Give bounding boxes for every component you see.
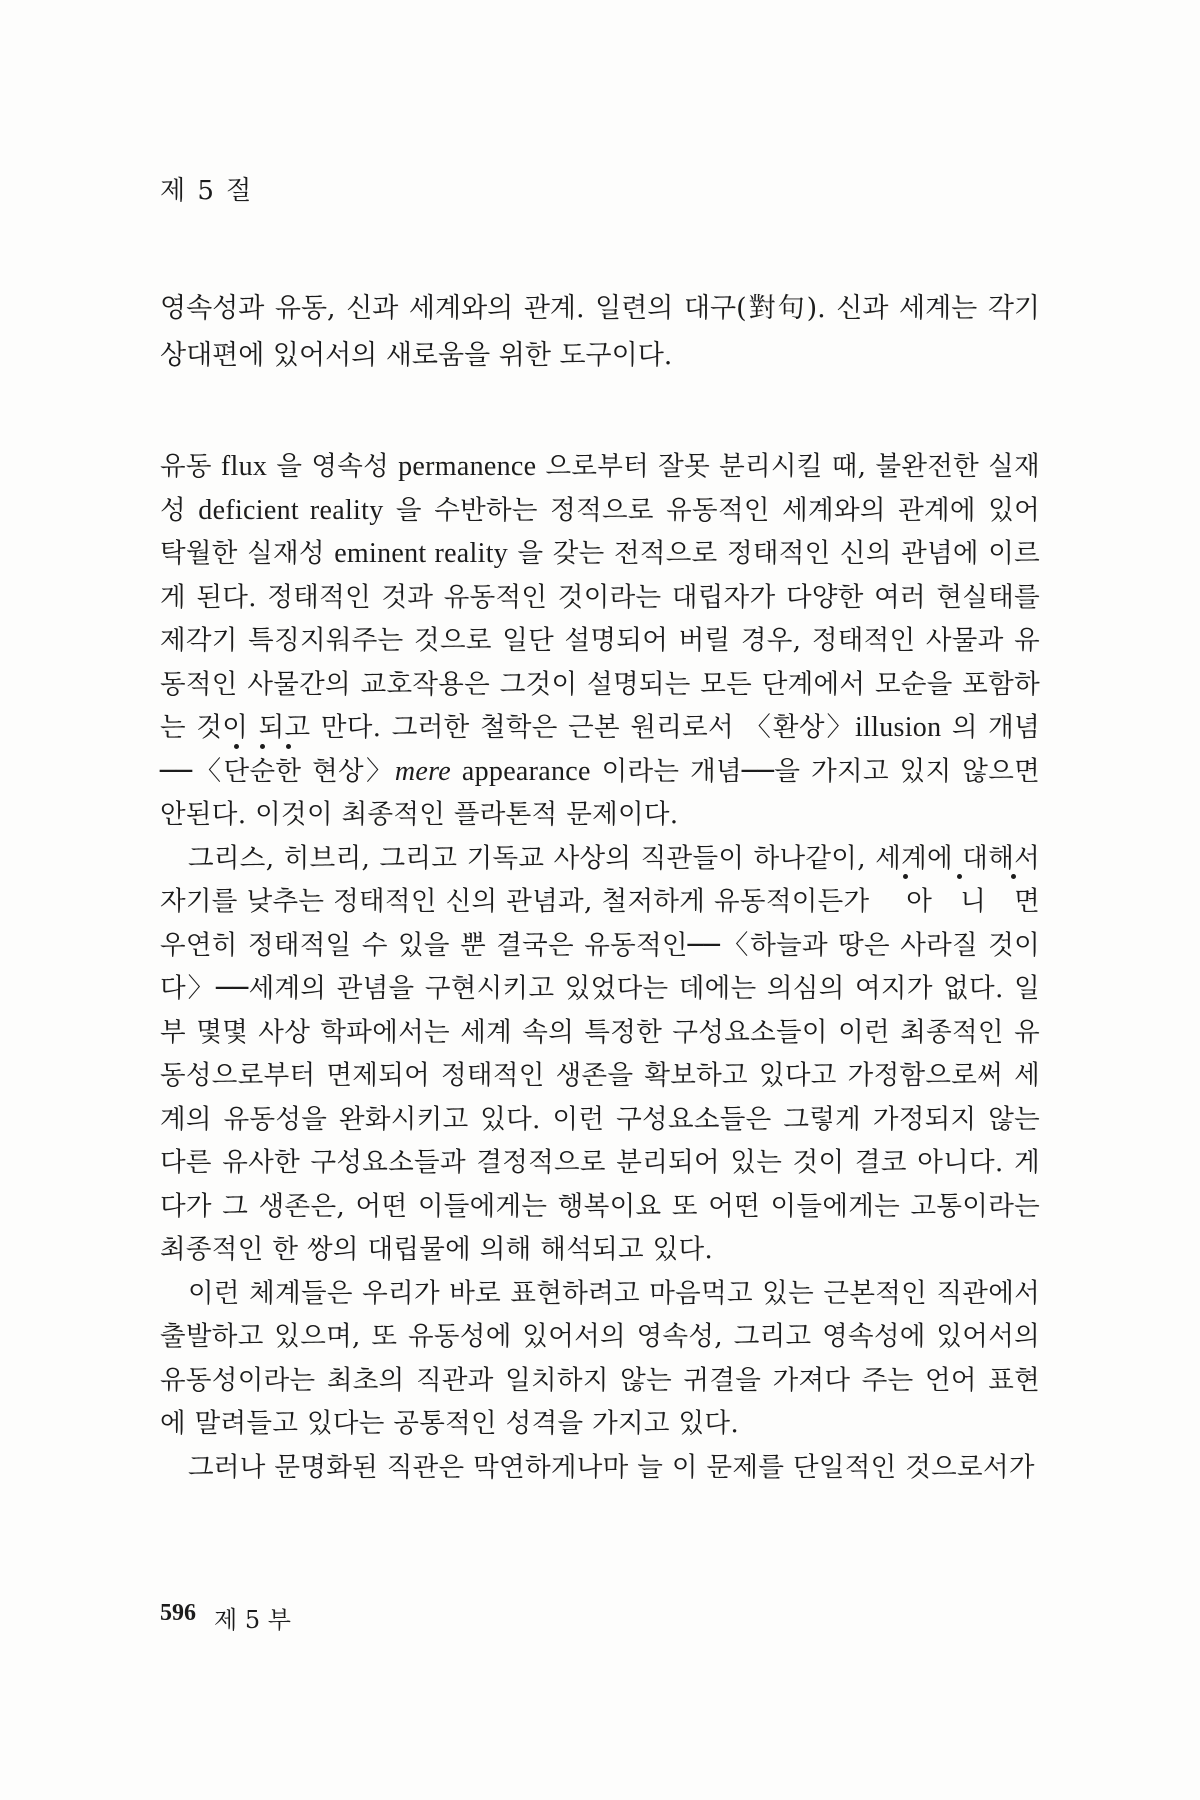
term-eminent-reality: eminent reality <box>334 538 509 569</box>
page-footer <box>160 1600 291 1635</box>
term-mere: mere <box>394 755 452 787</box>
emphasis-char: 단 <box>224 750 250 794</box>
part-label: 제 5 부 <box>214 1606 291 1634</box>
p1-text-b: 을 영속성 <box>267 451 399 482</box>
page-number: 596 <box>160 1600 196 1626</box>
paragraph-4: 그러나 문명화된 직관은 막연하게나마 늘 이 문제를 단일적인 것으로서가 <box>188 1451 1035 1483</box>
emphasis-char: 면 <box>986 880 1040 924</box>
summary-text: 영속성과 유동, 신과 세계와의 관계. 일련의 대구(對句). 신과 세계는 각기 상대편에 있어서의 새로움을 위한 도구이다. <box>160 293 1040 371</box>
term-flux: flux <box>220 451 268 482</box>
p1-text-g: 현상〉 <box>301 755 395 787</box>
paragraph-3: 이런 체계들은 우리가 바로 표현하려고 마음먹고 있는 근본적인 직관에서 출발하고 있으며, 또 유동성에 있어서의 영속성, 그리고 영속성에 있어서의 유동성이라는 최초의 직관과 일치하지 않는 귀결을 가져다 주는 언어 표현에 말려들고 있다는 공통적인 성격을 가지고 있다. <box>160 1277 1040 1439</box>
p1-text-c: 으로부터 잘못 분리시킬 때, 불완전한 실재성 <box>160 451 1040 526</box>
term-appearance: appearance <box>461 755 591 787</box>
term-deficient-reality: deficient reality <box>198 494 384 526</box>
paragraph-2 <box>160 837 1040 1272</box>
p1-text-i: 이라는 개념──을 가지고 있지 않으면 안된다. 이것이 최종적인 플라톤적 문제이다. <box>160 755 1041 830</box>
p1-text-e: 을 갖는 전적으로 정태적인 신의 관념에 이르게 된다. 정태적인 것과 유동적인 것이라는 대립자가 다양한 여러 현실태를 제각기 특징지워주는 것으로 일단 설명되어 버릴 경우, 정태적인 사물과 유동적인 사물간의 교호작용은 그것이 설명되는 모든 단계에서 모순을 포함하는 것이 되고 만다. 그러한 철학은 근본 원리로서 〈환상〉 <box>160 538 1041 743</box>
emphasis-char: 한 <box>275 750 301 794</box>
chapter-heading: 제 5 절 <box>160 176 254 206</box>
body-text <box>160 445 1040 1489</box>
p2-text-b: 우연히 정태적일 수 있을 뿐 결국은 유동적인──〈하늘과 땅은 사라질 것이다〉──세계의 관념을 구현시키고 있었다는 데에는 의심의 여지가 없다. 일부 몇몇 사상 학파에서는 세계 속의 특정한 구성요소들이 이런 최종적인 유동성으로부터 면제되어 정태적인 생존을 확보하고 있다고 가정함으로써 세계의 유동성을 완화시키고 있다. 이런 구성요소들은 그렇게 가정되지 않는 다른 유사한 구성요소들과 결정적으로 분리되어 있는 것이 결코 아니다. 게다가 그 생존은, 어떤 이들에게는 행복이요 또 어떤 이들에게는 고통이라는 최종적인 한 쌍의 대립물에 의해 해석되고 있다. <box>160 929 1040 1265</box>
emphasis-char: 아 <box>878 880 932 924</box>
p1-text-a: 유동 <box>160 451 221 482</box>
term-illusion: illusion <box>854 712 942 743</box>
term-permanence: permanence <box>398 451 537 482</box>
p2-text-a: 그리스, 히브리, 그리고 기독교 사상의 직관들이 하나같이, 세계에 대해서 자기를 낮추는 정태적인 신의 관념과, 철저하게 유동적이든가 <box>160 842 1040 917</box>
emphasis-char: 니 <box>932 880 986 924</box>
p1-text-f: 의 개념──〈 <box>160 712 1040 787</box>
p1-text-d: 을 수반하는 정적으로 유동적인 세계와의 관계에 있어 탁월한 실재성 <box>160 494 1041 569</box>
section-summary <box>160 285 1040 379</box>
p1-text-h <box>451 756 462 787</box>
emphasis-char: 순 <box>249 750 275 794</box>
paragraph-1 <box>160 445 1040 837</box>
